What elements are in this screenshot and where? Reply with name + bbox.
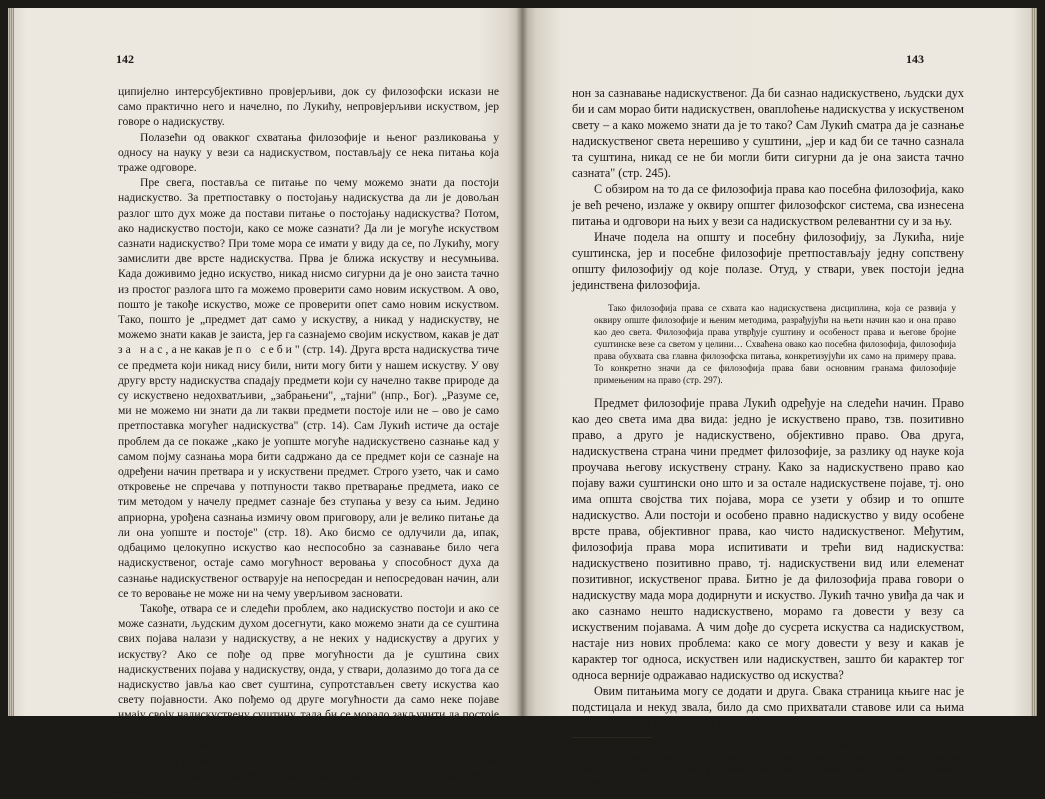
footnote-reference: 8 (636, 715, 641, 724)
quote-fragment: " (стр. 14). Друга врста надискуства тиче се предмета који никад нису били, нити могу бити у нашем искуству. У ову другу врсту надискуства спадају предмети који су начелно такве природе да су искуствено недохватљиви, „забрањени", „тајни" (нпр., Бог). (118, 343, 500, 403)
right-page-body (572, 85, 964, 787)
paragraph (118, 175, 499, 601)
paragraph-text: у томе и јесте снага и лепота овог Лукићевог дела. Ово је рад (640, 716, 962, 730)
paragraph-text: Пре свега, поставља се питање по чему можемо знати да постоји надискуство. За претпоставку о постојању надискуства да ли је довољан разлог што дух може да постави питање о постојању надискуства? Потом, ако надискуство постоји, како се може сазнати? Да ли је могуће искуством сазнати надискуство? При томе мора се имати у виду да се, по Лукићу, могу замислити две врсте надискуства. Прва је ближа искуству и несумњива. Када доживимо једно искуство, никад нисмо сигурни да је оно заиста тачно из простог разлога што га можемо проверити само новим искуством. А ово, пошто је такође искуство, може се проверити опет само новим искуством. Тако, пошто је „предмет дат само у искуству, а никад у надискуству, не можемо знати какав је заиста, јер га сазнајемо својим искуством, (118, 176, 499, 342)
paragraph: Полазећи од овакког схватања филозофије и њеног разликовања у односу на науку у вези са надискуством, постављају се нека питања која траже одговоре. (118, 130, 499, 175)
footnote-number: 8 (590, 738, 594, 747)
footnote-text: , Paris 1986). (604, 775, 654, 786)
footnote-text: . (J. Thimsit, (870, 764, 925, 774)
paragraph: нон за сазнавање надискуственог. Да би сазнао надискуствено, људски дух би и сам морао бити надискуствен, оваплоћење надискуства у искуственом свету – а како можемо знати да је то тако? Сам Лукић сматра да је сазнање надискуственог света нерешиво у суштини, „јер и кад би се тачно сазнала та суштина, никад се не би могли бити сигурни да је она заиста тачно сазната" (стр. 245). (572, 86, 964, 180)
paragraph: Такође, отвара се и следећи проблем, ако надискуство постоји и ако се може сазнати, људским духом досегнути, како можемо знати да се суштина свих појава налази у надискуству, а не неких у надискуству а других у искуству? Ако се пође од прве могућности да је суштина свих надискуствених појава у надискуству, онда, у ствари, долазимо до тога да се надискуство јавља као свет суштина, супротстављен свету искуства као свету појавности. Ако пођемо од друге могућности да само неке појаве имају своју надискуствену суштину, тада би се морало закључити да постоје и појаве без суштина. (118, 601, 499, 737)
spaced-emphasis: за нас (118, 343, 166, 357)
paragraph-text: Овим питањима могу се додати и друга. Свака страница књиге нас је подстицала и некуд звала, било да смо прихватали ставове или са њима полемисали, (572, 684, 964, 730)
book-spread (8, 8, 1037, 798)
paragraph: Предмет филозофије права Лукић одређује на следећи начин. Право као део света има два вида: једно је искуствено право, тзв. позитивно право, а друго је надискуствено, објективно право. Ова друга, надискуствена страна чини предмет филозофије, за разлику од науке која проучава његову искуствену страну. Како за надискуствено право као појаву важи суштински оно што и за остале надискуствене појаве, тј. оно има општа својства тих појава, мора се узети у обзир и то опште надискуство. Али постоји и особено правно надискуство у виду особене врсте права, објективног права, као чисто надискуственог. Међутим, филозофија права мора испитивати и трећи вид надискуства: надискуствено позитивно право, тј. надискуствени вид или елеменат позитивног, искуственог права. Битно је да филозофија права говори о надискуству мада мора додирнути и искуство. Лукић тачно увиђа да чак и ако сазнамо нешто надискуствено, морамо га довести у везу са искуственим појавама. А чим дође до сусрета искуства са надискуством, настаје низ нових проблема: како се могу довести у везу и какав је карактер тог односа, искуствен или надискуствен, зашто би карактер тог односа верније одражавао надискуство од искуства? (572, 396, 964, 682)
footnote-text: Само да напоменемо: интересантну полемику са Лукићевим схватањем традиционалних подела на јавно и приватно, објективно и субјективно право налазимо код Жерара Тимсита, професора у Паризу (Сорбона), у његовој књизи (572, 741, 965, 774)
left-page-body (118, 84, 499, 799)
paragraph (572, 683, 964, 731)
paragraph: Иначе подела на општу и посебну филозофију, за Лукића, није суштинска, јер и посебне филозофије претпостављају једну сопствену општу филозофију од које полазе. Отуд, у ствари, увек постоји једна јединствена филозофија. (572, 230, 964, 292)
spaced-emphasis: по себи (236, 343, 295, 357)
page-number-left: 142 (116, 52, 134, 66)
footnote-divider (572, 737, 652, 738)
page-edge (1031, 8, 1037, 716)
left-page (8, 8, 522, 798)
quote-fragment: какав је дат (442, 328, 499, 342)
footnote (572, 738, 965, 787)
block-quote-text: Тако филозофија права се схвата као надискуствена дисциплина, која се развија у оквиру опште филозофије и њеним методима, разрађујући на њети начин као и она право као део света. Филозофија права утврђује суштину и особеност права и његове бројне суштинске везе са светом у целини… Схваћена овако као посебна филозофија, филозофија права обухвата сва главна филозофска питања, конкретизујући их само на примеру права. То конкретно значи да се филозофија права бави основним гранама филозофије примењеним на право (стр. 297). (594, 303, 956, 385)
page-edge (8, 8, 14, 716)
block-quote (594, 302, 956, 386)
footnote-book-title: Thèmes et systèmes (572, 764, 964, 786)
footnote-book-title: Теме и системи права (778, 764, 871, 774)
right-page (522, 8, 1037, 786)
paragraph: ципијелно интерсубјективно провјерљиви, док су филозофски искази не само практично него и начелно, по Лукићу, непровјерљиви искуством, јер говоре о надискуству. (118, 85, 499, 129)
quote-fragment: , а не какав је (165, 343, 233, 357)
paragraph-text: „Разуме се, ми не можемо ни знати да ли такви предмети постоје или не – ово је само претпоставка могућег надискуства" (стр. 14). Сам Лукић истиче да остаје проблем да се покаже „како је уопште могуће надискуствено сазнање кад у самом појму сазнања мора бити садржано да се предмет који се сазнаје на одређени начин претвара и у искуствени предмет. Строго узето, чак и само откровење не спречава у потпуности такво претварање предмета, иако се тим методом у начелу предмет сазнаје без ступања у везу са њим. Једино априорна, урођена сазнања измичу овом приговору, али је велико питање да ли она уопште и постоје" (стр. 18). Ако бисмо се одлучили да, ипак, одбацимо целокупно искуство као неспособно за сазнавање било чега надискуственог, остаје само могућност веровања у способност духа да сазнање надискуственог остварује на непосредан и непосредован начин, али се то веровање не може ни на чему уверљивом засновати. (118, 389, 499, 600)
paragraph: Следећи проблем везан је за органон надискуства. Да ли је дух способан за сазнање било чега надискуственог? Односно, да ли је људски дух структуриран и изведен из праксе, искуства? Ако јесте, непримерен је орга- (118, 738, 499, 798)
paragraph: С обзиром на то да се филозофија права као посебна филозофија, како је већ речено, излаже у оквиру општег филозофског система, сва изнесена питања и одговори на њих у вези са надискуством релевантни су и за њу. (572, 182, 964, 228)
page-number-right: 143 (906, 52, 924, 66)
